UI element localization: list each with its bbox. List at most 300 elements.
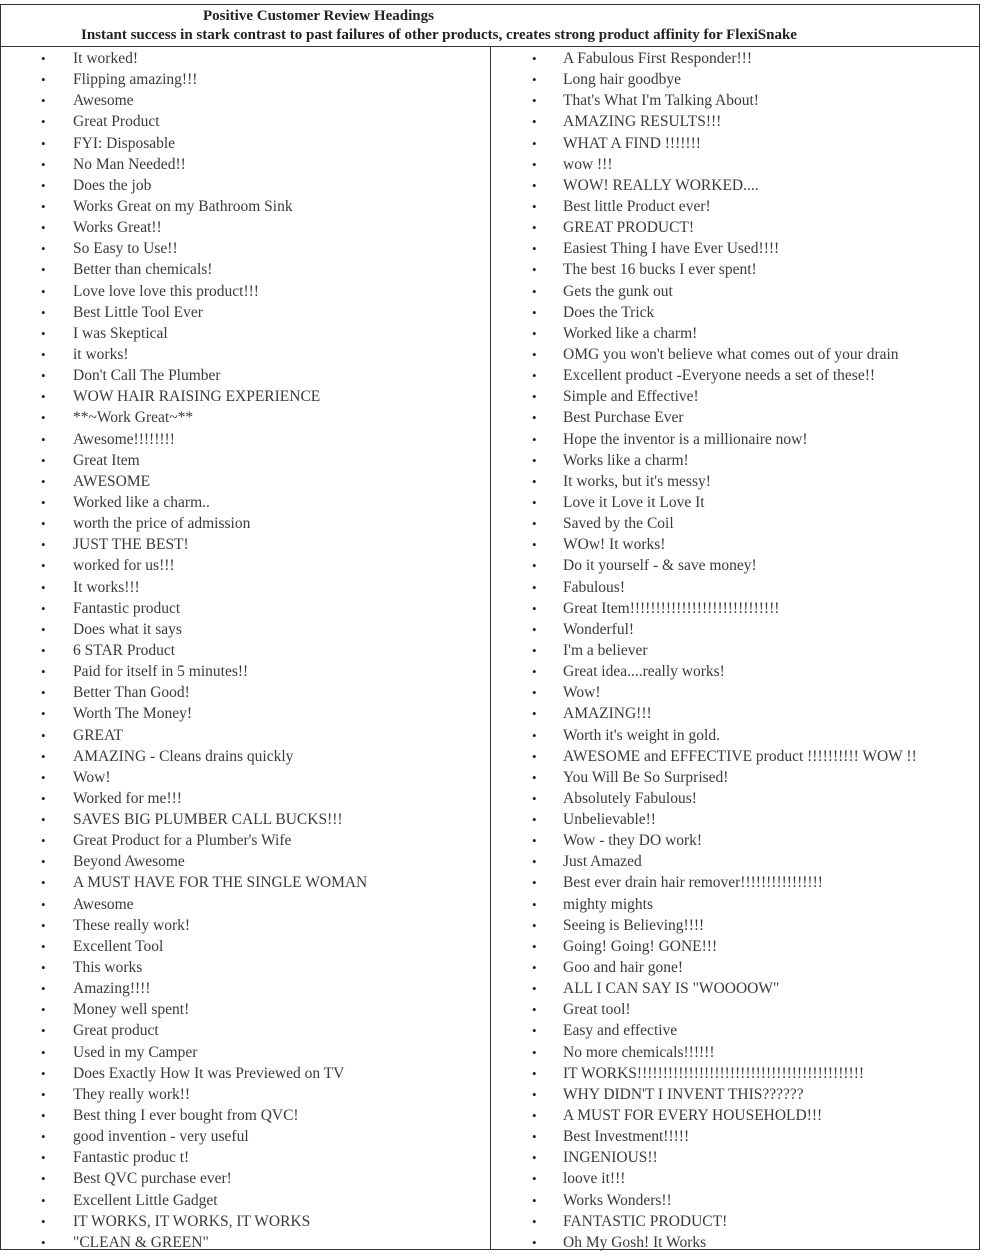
bullet-icon: • bbox=[532, 727, 537, 743]
bullet-icon: • bbox=[532, 1065, 537, 1081]
review-heading-text: "CLEAN & GREEN" bbox=[73, 1233, 209, 1251]
review-heading-text: Paid for itself in 5 minutes!! bbox=[73, 663, 249, 681]
right-review-item bbox=[491, 978, 979, 999]
bullet-icon: • bbox=[41, 706, 46, 722]
review-heading-text: AWESOME bbox=[73, 472, 151, 490]
review-heading-text: Better Than Good! bbox=[73, 684, 190, 702]
bullet-icon: • bbox=[532, 1150, 537, 1166]
bullet-icon: • bbox=[532, 621, 537, 637]
right-review-item bbox=[491, 598, 979, 619]
bullet-icon: • bbox=[532, 1023, 537, 1039]
review-heading-text: It worked! bbox=[73, 50, 138, 67]
right-review-item bbox=[491, 429, 979, 450]
bullet-icon: • bbox=[532, 220, 537, 236]
left-review-item bbox=[1, 1232, 490, 1253]
review-heading-text: Works Great!! bbox=[73, 219, 162, 237]
review-heading-text: Easiest Thing I have Ever Used!!!! bbox=[563, 240, 780, 258]
review-heading-text: These really work! bbox=[73, 916, 191, 934]
bullet-icon: • bbox=[532, 600, 537, 616]
right-review-item bbox=[491, 48, 979, 69]
left-review-item bbox=[1, 386, 490, 407]
review-heading-text: A Fabulous First Responder!!! bbox=[563, 50, 753, 67]
left-review-item bbox=[1, 851, 490, 872]
bullet-icon: • bbox=[532, 642, 537, 658]
review-heading-text: Don't Call The Plumber bbox=[73, 367, 221, 385]
bullet-icon: • bbox=[532, 93, 537, 109]
review-heading-text: It works!!! bbox=[73, 578, 140, 596]
bullet-icon: • bbox=[41, 558, 46, 574]
right-review-item bbox=[491, 238, 979, 259]
right-review-item bbox=[491, 767, 979, 788]
review-heading-text: Gets the gunk out bbox=[563, 282, 673, 300]
bullet-icon: • bbox=[41, 748, 46, 764]
review-heading-text: AMAZING!!! bbox=[563, 705, 652, 723]
right-review-item bbox=[491, 1147, 979, 1168]
bullet-icon: • bbox=[532, 114, 537, 130]
bullet-icon: • bbox=[41, 494, 46, 510]
bullet-icon: • bbox=[41, 1150, 46, 1166]
bullet-icon: • bbox=[41, 198, 46, 214]
review-heading-text: WHY DIDN'T I INVENT THIS?????? bbox=[563, 1085, 804, 1103]
bullet-icon: • bbox=[41, 325, 46, 341]
review-heading-text: AMAZING - Cleans drains quickly bbox=[73, 747, 294, 765]
left-review-item bbox=[1, 1168, 490, 1189]
review-heading-text: Seeing is Believing!!!! bbox=[563, 916, 705, 934]
review-heading-text: Best thing I ever bought from QVC! bbox=[73, 1107, 299, 1125]
review-heading-text: loove it!!! bbox=[563, 1170, 626, 1188]
right-review-item bbox=[491, 1126, 979, 1147]
right-review-item bbox=[491, 133, 979, 154]
review-heading-text: Great tool! bbox=[563, 1001, 631, 1019]
left-review-item bbox=[1, 238, 490, 259]
right-review-item bbox=[491, 1020, 979, 1041]
right-review-item bbox=[491, 386, 979, 407]
left-review-item bbox=[1, 598, 490, 619]
review-heading-text: Great Item bbox=[73, 451, 140, 469]
review-heading-text: Wow - they DO work! bbox=[563, 832, 703, 850]
review-heading-text: Worth it's weight in gold. bbox=[563, 726, 720, 744]
bullet-icon: • bbox=[41, 685, 46, 701]
bullet-icon: • bbox=[532, 368, 537, 384]
bullet-icon: • bbox=[41, 51, 46, 66]
left-review-item bbox=[1, 407, 490, 428]
bullet-icon: • bbox=[41, 833, 46, 849]
bullet-icon: • bbox=[41, 664, 46, 680]
right-review-item bbox=[491, 1042, 979, 1063]
right-review-item bbox=[491, 196, 979, 217]
review-heading-text: No more chemicals!!!!!! bbox=[563, 1043, 715, 1061]
left-review-item bbox=[1, 682, 490, 703]
bullet-icon: • bbox=[41, 812, 46, 828]
left-review-item bbox=[1, 90, 490, 111]
right-review-item bbox=[491, 513, 979, 534]
left-review-item bbox=[1, 133, 490, 154]
review-heading-text: JUST THE BEST! bbox=[73, 536, 189, 554]
left-review-item bbox=[1, 1126, 490, 1147]
bullet-icon: • bbox=[532, 1086, 537, 1102]
bullet-icon: • bbox=[41, 431, 46, 447]
review-heading-text: 6 STAR Product bbox=[73, 641, 176, 659]
left-review-item bbox=[1, 640, 490, 661]
bullet-icon: • bbox=[532, 1108, 537, 1124]
review-heading-text: Wow! bbox=[73, 768, 111, 786]
bullet-icon: • bbox=[41, 410, 46, 426]
bullet-icon: • bbox=[532, 410, 537, 426]
review-heading-text: wow !!! bbox=[563, 155, 613, 173]
review-heading-text: Best Purchase Ever bbox=[563, 409, 684, 427]
left-review-item bbox=[1, 999, 490, 1020]
left-review-item bbox=[1, 154, 490, 175]
review-heading-text: Works Great on my Bathroom Sink bbox=[73, 197, 293, 215]
bullet-icon: • bbox=[532, 790, 537, 806]
right-review-list bbox=[491, 48, 979, 1253]
review-heading-text: That's What I'm Talking About! bbox=[563, 92, 759, 110]
bullet-icon: • bbox=[41, 1044, 46, 1060]
review-heading-text: The best 16 bucks I ever spent! bbox=[563, 261, 757, 279]
bullet-icon: • bbox=[532, 156, 537, 172]
bullet-icon: • bbox=[41, 981, 46, 997]
right-review-item bbox=[491, 746, 979, 767]
review-heading-text: Works Wonders!! bbox=[563, 1191, 672, 1209]
bullet-icon: • bbox=[532, 706, 537, 722]
bullet-icon: • bbox=[41, 579, 46, 595]
left-review-item bbox=[1, 429, 490, 450]
bullet-icon: • bbox=[41, 368, 46, 384]
bullet-icon: • bbox=[532, 579, 537, 595]
review-heading-text: Money well spent! bbox=[73, 1001, 190, 1019]
bullet-icon: • bbox=[532, 981, 537, 997]
review-heading-text: Does the Trick bbox=[563, 303, 655, 321]
review-heading-text: Love love love this product!!! bbox=[73, 282, 259, 300]
review-heading-text: Excellent product -Everyone needs a set of these!! bbox=[563, 367, 876, 385]
review-heading-text: It works, but it's messy! bbox=[563, 472, 711, 490]
left-review-item bbox=[1, 619, 490, 640]
right-review-item bbox=[491, 619, 979, 640]
bullet-icon: • bbox=[41, 938, 46, 954]
left-review-item bbox=[1, 534, 490, 555]
review-heading-text: Unbelievable!! bbox=[563, 811, 656, 829]
right-review-item bbox=[491, 894, 979, 915]
review-heading-text: Does what it says bbox=[73, 620, 182, 638]
review-heading-text: INGENIOUS!! bbox=[563, 1149, 658, 1167]
bullet-icon: • bbox=[41, 621, 46, 637]
left-review-item bbox=[1, 175, 490, 196]
bullet-icon: • bbox=[532, 685, 537, 701]
left-review-item bbox=[1, 259, 490, 280]
review-heading-text: GREAT bbox=[73, 726, 123, 744]
bullet-icon: • bbox=[532, 812, 537, 828]
bullet-icon: • bbox=[532, 452, 537, 468]
review-heading-text: Absolutely Fabulous! bbox=[563, 789, 697, 807]
bullet-icon: • bbox=[532, 473, 537, 489]
review-heading-text: Beyond Awesome bbox=[73, 853, 185, 871]
review-heading-text: Amazing!!!! bbox=[73, 980, 151, 998]
bullet-icon: • bbox=[532, 283, 537, 299]
left-review-item bbox=[1, 48, 490, 69]
bullet-icon: • bbox=[41, 93, 46, 109]
right-review-item bbox=[491, 1063, 979, 1084]
page-subtitle: Instant success in stark contrast to past failures of other products, creates strong product affinity for FlexiSnake bbox=[81, 27, 797, 43]
review-heading-text: Great Item!!!!!!!!!!!!!!!!!!!!!!!!!!!!! bbox=[563, 599, 780, 617]
review-heading-text: Fabulous! bbox=[563, 578, 625, 596]
bullet-icon: • bbox=[41, 177, 46, 193]
right-review-item bbox=[491, 281, 979, 302]
review-heading-text: I was Skeptical bbox=[73, 324, 168, 342]
review-heading-text: Going! Going! GONE!!! bbox=[563, 937, 718, 955]
left-review-item bbox=[1, 767, 490, 788]
review-heading-text: Does Exactly How It was Previewed on TV bbox=[73, 1064, 345, 1082]
bullet-icon: • bbox=[532, 875, 537, 891]
table-header bbox=[1, 5, 979, 47]
review-heading-text: Worked for me!!! bbox=[73, 789, 182, 807]
bullet-icon: • bbox=[41, 156, 46, 172]
right-review-item bbox=[491, 640, 979, 661]
bullet-icon: • bbox=[41, 960, 46, 976]
review-heading-text: Flipping amazing!!! bbox=[73, 71, 198, 89]
review-heading-text: Awesome!!!!!!!! bbox=[73, 430, 175, 448]
bullet-icon: • bbox=[41, 769, 46, 785]
right-review-item bbox=[491, 111, 979, 132]
bullet-icon: • bbox=[532, 960, 537, 976]
review-heading-text: OMG you won't believe what comes out of your drain bbox=[563, 345, 899, 363]
bullet-icon: • bbox=[41, 642, 46, 658]
right-review-item bbox=[491, 682, 979, 703]
bullet-icon: • bbox=[41, 1086, 46, 1102]
left-review-item bbox=[1, 555, 490, 576]
right-review-item bbox=[491, 492, 979, 513]
bullet-icon: • bbox=[41, 1129, 46, 1145]
left-review-item bbox=[1, 872, 490, 893]
left-review-item bbox=[1, 450, 490, 471]
left-review-item bbox=[1, 1084, 490, 1105]
right-review-item bbox=[491, 1190, 979, 1211]
review-heading-text: Wow! bbox=[563, 684, 601, 702]
review-heading-text: Saved by the Coil bbox=[563, 515, 674, 533]
right-review-item bbox=[491, 1084, 979, 1105]
right-review-item bbox=[491, 1211, 979, 1232]
bullet-icon: • bbox=[532, 748, 537, 764]
left-review-item bbox=[1, 830, 490, 851]
left-review-item bbox=[1, 492, 490, 513]
bullet-icon: • bbox=[41, 1065, 46, 1081]
right-review-item bbox=[491, 259, 979, 280]
review-heading-text: Great Product bbox=[73, 113, 160, 131]
right-review-item bbox=[491, 1232, 979, 1253]
review-heading-text: IT WORKS!!!!!!!!!!!!!!!!!!!!!!!!!!!!!!!!!!!!!!!!!!!! bbox=[563, 1064, 865, 1082]
review-heading-text: I'm a believer bbox=[563, 641, 648, 659]
bullet-icon: • bbox=[41, 389, 46, 405]
review-heading-text: Great idea....really works! bbox=[563, 663, 725, 681]
right-review-item bbox=[491, 302, 979, 323]
bullet-icon: • bbox=[532, 494, 537, 510]
right-review-item bbox=[491, 872, 979, 893]
review-heading-text: mighty mights bbox=[563, 895, 653, 913]
review-heading-text: Worked like a charm! bbox=[563, 324, 698, 342]
review-heading-text: AWESOME and EFFECTIVE product !!!!!!!!!! WOW !! bbox=[563, 747, 917, 765]
bullet-icon: • bbox=[41, 854, 46, 870]
left-review-item bbox=[1, 577, 490, 598]
bullet-icon: • bbox=[532, 1044, 537, 1060]
review-heading-text: Long hair goodbye bbox=[563, 71, 681, 89]
bullet-icon: • bbox=[41, 1213, 46, 1229]
left-review-item bbox=[1, 513, 490, 534]
left-review-item bbox=[1, 281, 490, 302]
right-review-item bbox=[491, 534, 979, 555]
left-review-item bbox=[1, 894, 490, 915]
left-review-item bbox=[1, 809, 490, 830]
review-heading-text: A MUST FOR EVERY HOUSEHOLD!!! bbox=[563, 1107, 823, 1125]
right-review-item bbox=[491, 407, 979, 428]
bullet-icon: • bbox=[41, 452, 46, 468]
review-heading-text: Works like a charm! bbox=[563, 451, 689, 469]
bullet-icon: • bbox=[532, 1171, 537, 1187]
left-review-item bbox=[1, 1190, 490, 1211]
review-heading-text: Best Investment!!!!! bbox=[563, 1128, 690, 1146]
bullet-icon: • bbox=[41, 1002, 46, 1018]
bullet-icon: • bbox=[532, 389, 537, 405]
review-heading-text: Awesome bbox=[73, 92, 134, 110]
right-review-item bbox=[491, 365, 979, 386]
bullet-icon: • bbox=[41, 1108, 46, 1124]
review-heading-text: Awesome bbox=[73, 895, 134, 913]
bullet-icon: • bbox=[532, 1213, 537, 1229]
bullet-icon: • bbox=[532, 177, 537, 193]
bullet-icon: • bbox=[41, 283, 46, 299]
bullet-icon: • bbox=[532, 135, 537, 151]
review-heading-text: WOW HAIR RAISING EXPERIENCE bbox=[73, 388, 321, 406]
left-review-item bbox=[1, 746, 490, 767]
left-review-item bbox=[1, 957, 490, 978]
review-heading-text: So Easy to Use!! bbox=[73, 240, 178, 258]
left-review-list bbox=[1, 48, 490, 1253]
review-heading-text: Just Amazed bbox=[563, 853, 642, 871]
right-review-item bbox=[491, 175, 979, 196]
right-review-item bbox=[491, 450, 979, 471]
bullet-icon: • bbox=[532, 1192, 537, 1208]
review-heading-text: Goo and hair gone! bbox=[563, 959, 684, 977]
bullet-icon: • bbox=[532, 769, 537, 785]
bullet-icon: • bbox=[532, 198, 537, 214]
review-heading-text: Hope the inventor is a millionaire now! bbox=[563, 430, 808, 448]
left-review-item bbox=[1, 1020, 490, 1041]
right-review-item bbox=[491, 999, 979, 1020]
review-heading-text: Wonderful! bbox=[563, 620, 635, 638]
left-review-item bbox=[1, 725, 490, 746]
review-heading-text: No Man Needed!! bbox=[73, 155, 186, 173]
bullet-icon: • bbox=[41, 114, 46, 130]
bullet-icon: • bbox=[41, 1023, 46, 1039]
right-review-item bbox=[491, 1105, 979, 1126]
right-review-item bbox=[491, 90, 979, 111]
left-review-item bbox=[1, 471, 490, 492]
right-review-item bbox=[491, 957, 979, 978]
bullet-icon: • bbox=[41, 896, 46, 912]
left-review-item bbox=[1, 365, 490, 386]
review-heading-text: FANTASTIC PRODUCT! bbox=[563, 1212, 728, 1230]
review-heading-text: A MUST HAVE FOR THE SINGLE WOMAN bbox=[73, 874, 368, 892]
left-review-item bbox=[1, 196, 490, 217]
bullet-icon: • bbox=[532, 537, 537, 553]
bullet-icon: • bbox=[532, 917, 537, 933]
review-heading-text: Simple and Effective! bbox=[563, 388, 699, 406]
bullet-icon: • bbox=[41, 1171, 46, 1187]
bullet-icon: • bbox=[532, 1234, 537, 1250]
review-heading-text: Great product bbox=[73, 1022, 159, 1040]
right-review-item bbox=[491, 809, 979, 830]
review-heading-text: Fantastic product bbox=[73, 599, 181, 617]
review-heading-text: Best Little Tool Ever bbox=[73, 303, 203, 321]
review-heading-text: good invention - very useful bbox=[73, 1128, 249, 1146]
left-review-item bbox=[1, 978, 490, 999]
review-heading-text: Best ever drain hair remover!!!!!!!!!!!!!!!! bbox=[563, 874, 823, 892]
bullet-icon: • bbox=[532, 304, 537, 320]
right-review-item bbox=[491, 577, 979, 598]
right-review-item bbox=[491, 555, 979, 576]
right-review-item bbox=[491, 788, 979, 809]
bullet-icon: • bbox=[532, 1002, 537, 1018]
right-review-item bbox=[491, 69, 979, 90]
bullet-icon: • bbox=[532, 896, 537, 912]
bullet-icon: • bbox=[532, 72, 537, 88]
bullet-icon: • bbox=[41, 241, 46, 257]
left-review-item bbox=[1, 1147, 490, 1168]
review-heading-text: They really work!! bbox=[73, 1085, 191, 1103]
review-heading-text: Worked like a charm.. bbox=[73, 493, 210, 511]
bullet-icon: • bbox=[41, 304, 46, 320]
bullet-icon: • bbox=[41, 727, 46, 743]
left-review-item bbox=[1, 323, 490, 344]
left-review-item bbox=[1, 217, 490, 238]
page-title: Positive Customer Review Headings bbox=[203, 8, 434, 24]
bullet-icon: • bbox=[532, 558, 537, 574]
left-review-item bbox=[1, 788, 490, 809]
bullet-icon: • bbox=[41, 473, 46, 489]
review-heading-text: SAVES BIG PLUMBER CALL BUCKS!!! bbox=[73, 811, 343, 829]
bullet-icon: • bbox=[41, 346, 46, 362]
review-heading-text: IT WORKS, IT WORKS, IT WORKS bbox=[73, 1212, 311, 1230]
review-heading-text: This works bbox=[73, 959, 143, 977]
right-review-item bbox=[491, 725, 979, 746]
right-review-item bbox=[491, 851, 979, 872]
review-heading-text: WOw! It works! bbox=[563, 536, 666, 554]
bullet-icon: • bbox=[532, 833, 537, 849]
bullet-icon: • bbox=[532, 664, 537, 680]
review-heading-text: GREAT PRODUCT! bbox=[563, 219, 695, 237]
review-heading-text: Does the job bbox=[73, 176, 152, 194]
bullet-icon: • bbox=[532, 854, 537, 870]
review-heading-text: Excellent Tool bbox=[73, 937, 164, 955]
left-review-item bbox=[1, 703, 490, 724]
left-review-item bbox=[1, 302, 490, 323]
left-review-item bbox=[1, 1042, 490, 1063]
review-heading-text: AMAZING RESULTS!!! bbox=[563, 113, 722, 131]
bullet-icon: • bbox=[532, 346, 537, 362]
right-review-item bbox=[491, 323, 979, 344]
left-review-item bbox=[1, 69, 490, 90]
right-review-item bbox=[491, 936, 979, 957]
bullet-icon: • bbox=[532, 325, 537, 341]
left-review-item bbox=[1, 111, 490, 132]
review-heading-text: Oh My Gosh! It Works bbox=[563, 1233, 707, 1251]
review-heading-text: worked for us!!! bbox=[73, 557, 175, 575]
review-heading-text: Great Product for a Plumber's Wife bbox=[73, 832, 292, 850]
review-heading-text: worth the price of admission bbox=[73, 515, 251, 533]
review-heading-text: Fantastic produc t! bbox=[73, 1149, 190, 1167]
review-heading-text: ALL I CAN SAY IS "WOOOOW" bbox=[563, 980, 780, 998]
bullet-icon: • bbox=[41, 135, 46, 151]
left-review-item bbox=[1, 661, 490, 682]
right-review-item bbox=[491, 1168, 979, 1189]
